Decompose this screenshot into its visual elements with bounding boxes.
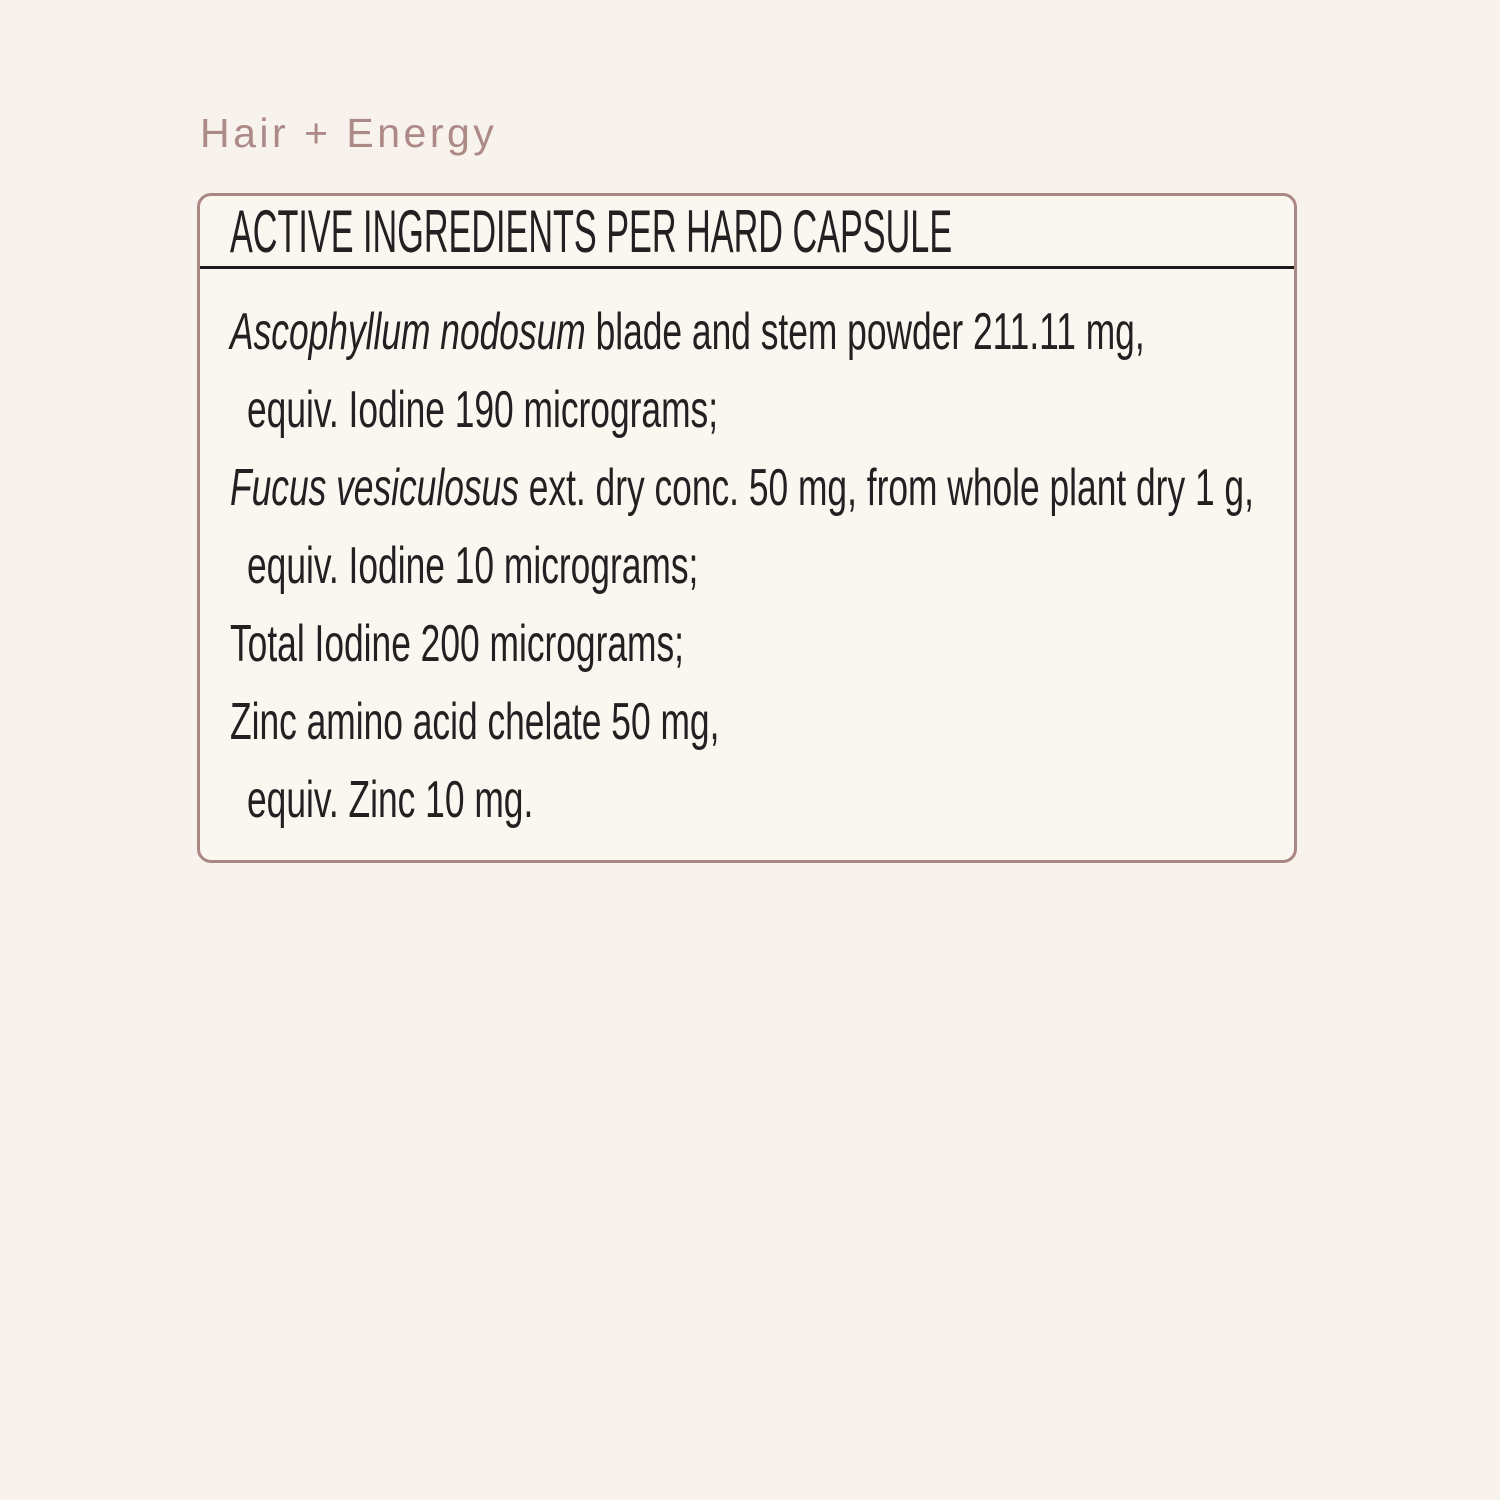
ingredient-text: equiv. Zinc 10 mg. [247, 771, 534, 829]
ingredient-text: blade and stem powder 211.11 mg, [585, 303, 1145, 361]
ingredient-line [230, 371, 1264, 449]
ingredient-text: Total Iodine 200 micrograms; [230, 615, 685, 673]
ingredient-text: equiv. Iodine 190 micrograms; [247, 381, 719, 439]
ingredient-text: equiv. Iodine 10 micrograms; [247, 537, 699, 595]
page-title: Hair + Energy [200, 110, 498, 156]
ingredient-text: Zinc amino acid chelate 50 mg, [230, 693, 720, 751]
ingredient-line [230, 605, 1264, 683]
ingredient-line [230, 449, 1264, 527]
ingredient-line [230, 683, 1264, 761]
ingredient-line [230, 761, 1264, 839]
ingredient-text: ext. dry conc. 50 mg, from whole plant dry 1 g, [518, 459, 1254, 517]
panel-header [200, 196, 1294, 269]
botanical-name: Fucus vesiculosus [230, 459, 519, 517]
ingredients-list [200, 269, 1294, 839]
panel-header-label: ACTIVE INGREDIENTS PER HARD CAPSULE [230, 197, 953, 265]
ingredient-line [230, 527, 1264, 605]
ingredients-panel [197, 193, 1297, 863]
botanical-name: Ascophyllum nodosum [230, 303, 586, 361]
ingredient-line [230, 293, 1264, 371]
